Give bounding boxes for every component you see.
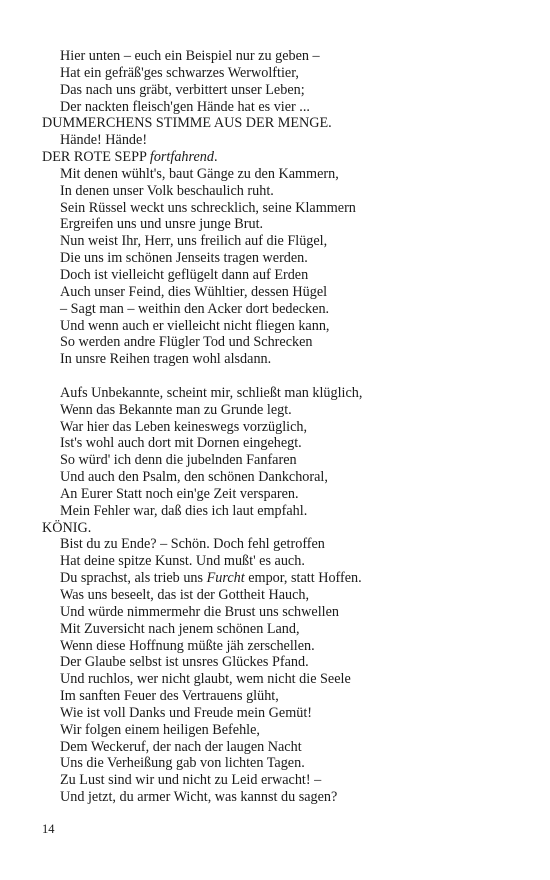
line-text: In denen unser Volk beschaulich ruht. — [60, 182, 274, 199]
speaker-heading — [42, 115, 512, 132]
verse-line — [42, 284, 512, 301]
verse-line — [42, 486, 512, 503]
line-text: Hände! Hände! — [60, 132, 148, 149]
line-text: empor, statt Hoffen. — [244, 570, 362, 587]
verse-line — [42, 435, 512, 452]
line-text: Hat deine spitze Kunst. Und mußt' es auch. — [60, 553, 305, 570]
line-text: Dem Weckeruf, der nach der laugen Nacht — [60, 738, 302, 755]
verse-line — [42, 570, 512, 587]
line-text: Und jetzt, du armer Wicht, was kannst du sagen? — [60, 789, 338, 806]
speaker-heading — [42, 520, 512, 537]
verse-line — [42, 705, 512, 722]
verse-line — [42, 385, 512, 402]
verse-line — [42, 301, 512, 318]
line-text: Aufs Unbekannte, scheint mir, schließt man klüglich, — [60, 384, 363, 401]
verse-line — [42, 452, 512, 469]
line-text: Der nackten fleisch'gen Hände hat es vier ... — [60, 98, 310, 115]
verse-line — [42, 604, 512, 621]
verse-line — [42, 233, 512, 250]
line-text: Sein Rüssel weckt uns schrecklich, seine Klammern — [60, 199, 356, 216]
line-text: Und wenn auch er vielleicht nicht fliegen kann, — [60, 317, 330, 334]
verse-line — [42, 722, 512, 739]
verse-line — [42, 688, 512, 705]
verse-line — [42, 65, 512, 82]
line-text: Mein Fehler war, daß dies ich laut empfahl. — [60, 502, 308, 519]
line-text: Zu Lust sind wir und nicht zu Leid erwacht! – — [60, 772, 322, 789]
verse-line — [42, 216, 512, 233]
line-text: So würd' ich denn die jubelnden Fanfaren — [60, 452, 297, 469]
line-text: Die uns im schönen Jenseits tragen werden. — [60, 250, 308, 267]
line-text: DUMMERCHENS STIMME AUS DER MENGE. — [42, 115, 332, 132]
verse-line — [42, 82, 512, 99]
line-text: Wenn diese Hoffnung müßte jäh zerschellen. — [60, 637, 315, 654]
line-text: – Sagt man – weithin den Acker dort bedecken. — [60, 300, 330, 317]
line-text: Und würde nimmermehr die Brust uns schwellen — [60, 603, 339, 620]
verse-line — [42, 402, 512, 419]
verse-line — [42, 48, 512, 65]
verse-line — [42, 334, 512, 351]
verse-line — [42, 553, 512, 570]
line-text: So werden andre Flügler Tod und Schrecken — [60, 334, 313, 351]
verse-line — [42, 789, 512, 806]
stanza-break — [42, 368, 512, 385]
verse-line — [42, 351, 512, 368]
verse-line — [42, 587, 512, 604]
line-text: In unsre Reihen tragen wohl alsdann. — [60, 351, 272, 368]
verse-line — [42, 755, 512, 772]
line-text: Ist's wohl auch dort mit Dornen eingehegt. — [60, 435, 302, 452]
verse-line — [42, 654, 512, 671]
verse-line — [42, 419, 512, 436]
italic-text: fortfahrend — [149, 149, 214, 166]
line-text: Wenn das Bekannte man zu Grunde legt. — [60, 401, 292, 418]
line-text: Hier unten – euch ein Beispiel nur zu geben – — [60, 48, 320, 64]
verse-line — [42, 132, 512, 149]
verse-line — [42, 99, 512, 116]
verse-line — [42, 638, 512, 655]
verse-line — [42, 200, 512, 217]
line-text: KÖNIG. — [42, 519, 92, 536]
line-text: Das nach uns gräbt, verbittert unser Leben; — [60, 81, 305, 98]
verse-line — [42, 503, 512, 520]
line-text: Und auch den Psalm, den schönen Dankchoral, — [60, 469, 328, 486]
line-text: Was uns beseelt, das ist der Gottheit Hauch, — [60, 587, 310, 603]
line-text: Und ruchlos, wer nicht glaubt, wem nicht die Seele — [60, 671, 351, 688]
line-text: War hier das Leben keineswegs vorzüglich, — [60, 418, 308, 435]
verse-line — [42, 739, 512, 756]
line-text: Bist du zu Ende? – Schön. Doch fehl getroffen — [60, 536, 325, 553]
line-text: Im sanften Feuer des Vertrauens glüht, — [60, 688, 279, 705]
verse-line — [42, 536, 512, 553]
verse-line — [42, 318, 512, 335]
verse-line — [42, 250, 512, 267]
line-text: . — [213, 149, 218, 166]
line-text: Auch unser Feind, dies Wühltier, dessen Hügel — [60, 283, 328, 300]
verse-line — [42, 671, 512, 688]
line-text: Mit denen wühlt's, baut Gänge zu den Kammern, — [60, 165, 339, 182]
line-text: Du sprachst, als trieb uns — [60, 570, 207, 587]
verse-line — [42, 469, 512, 486]
line-text: Uns die Verheißung gab von lichten Tagen. — [60, 755, 305, 772]
verse-line — [42, 267, 512, 284]
line-text: Der Glaube selbst ist unsres Glückes Pfand. — [60, 654, 309, 671]
line-text: DER ROTE SEPP — [42, 149, 150, 166]
verse-line — [42, 621, 512, 638]
verse-line — [42, 166, 512, 183]
line-text: Mit Zuversicht nach jenem schönen Land, — [60, 620, 300, 637]
line-text: Wie ist voll Danks und Freude mein Gemüt! — [60, 704, 313, 721]
line-text: Hat ein gefräß'ges schwarzes Werwolftier, — [60, 64, 299, 81]
speaker-heading — [42, 149, 512, 166]
page-number: 14 — [42, 822, 55, 836]
line-text: Doch ist vielleicht geflügelt dann auf Erden — [60, 266, 309, 283]
line-text: Ergreifen uns und unsre junge Brut. — [60, 216, 264, 233]
verse-line — [42, 183, 512, 200]
line-text: An Eurer Statt noch ein'ge Zeit versparen. — [60, 485, 299, 502]
line-text: Nun weist Ihr, Herr, uns freilich auf die Flügel, — [60, 233, 328, 250]
verse-line — [42, 772, 512, 789]
line-text: Wir folgen einem heiligen Befehle, — [60, 721, 260, 738]
verse-text-block — [42, 48, 512, 806]
italic-text: Furcht — [206, 570, 245, 587]
